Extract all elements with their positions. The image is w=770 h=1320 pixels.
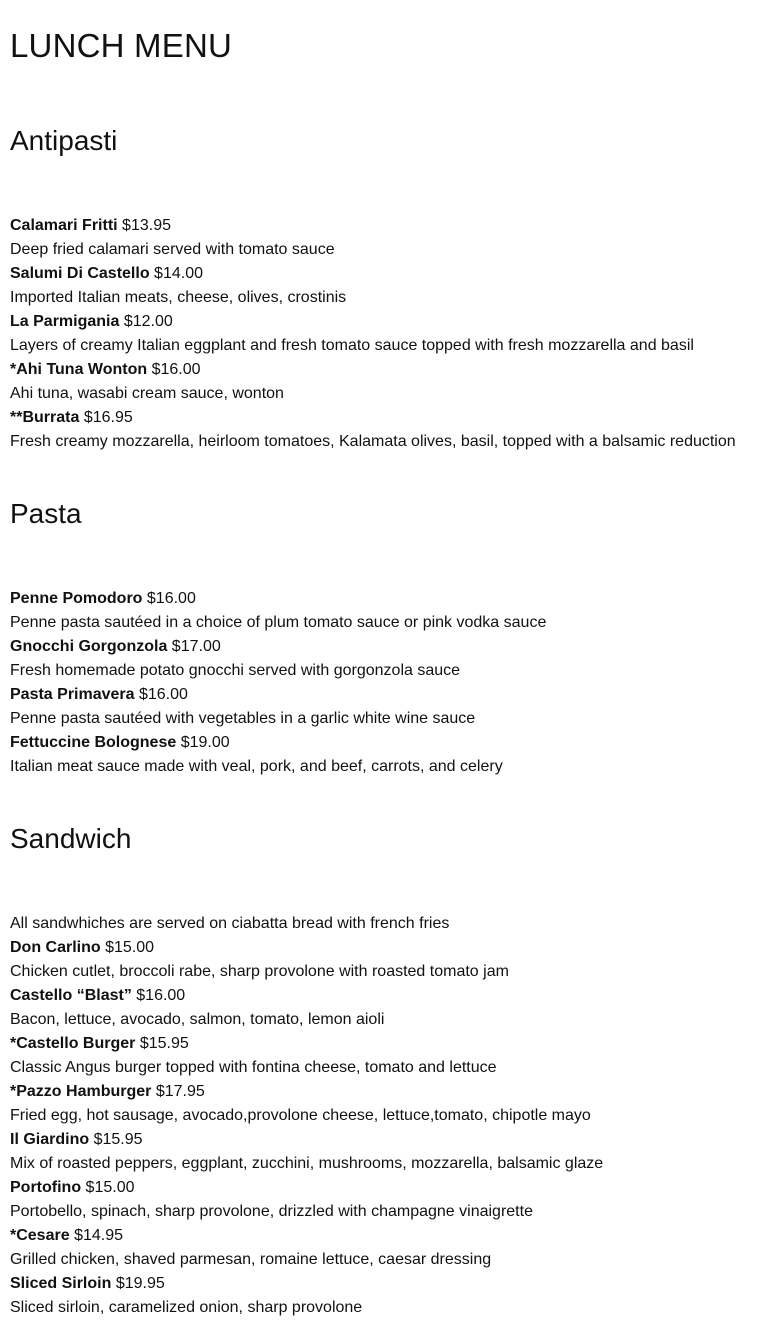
item-description: Sliced sirloin, caramelized onion, sharp provolone — [10, 1299, 363, 1316]
item-name: Il Giardino — [10, 1131, 90, 1148]
item-name: Don Carlino — [10, 939, 101, 956]
item-name: Portofino — [10, 1179, 82, 1196]
item-description: Ahi tuna, wasabi cream sauce, wonton — [10, 385, 284, 402]
item-price: $19.95 — [115, 1275, 165, 1292]
item-name: Gnocchi Gorgonzola — [10, 638, 168, 655]
item-price: $17.00 — [171, 638, 221, 655]
item-description: Classic Angus burger topped with fontina cheese, tomato and lettuce — [10, 1059, 497, 1076]
menu-item — [10, 1224, 770, 1272]
menu-item — [10, 635, 770, 683]
item-name: Pasta Primavera — [10, 686, 135, 703]
item-price: $15.00 — [105, 939, 155, 956]
item-name: *Ahi Tuna Wonton — [10, 361, 148, 378]
item-price: $12.00 — [123, 313, 173, 330]
menu-item-list — [10, 214, 770, 454]
item-price: $14.00 — [154, 265, 203, 282]
menu-item — [10, 731, 770, 779]
item-description: Fried egg, hot sausage, avocado,provolone cheese, lettuce,tomato, chipotle mayo — [10, 1107, 591, 1124]
item-name: *Cesare — [10, 1227, 70, 1244]
item-price: $14.95 — [74, 1227, 123, 1244]
item-price: $19.00 — [180, 734, 230, 751]
menu-item-list — [10, 587, 770, 779]
item-name: *Pazzo Hamburger — [10, 1083, 152, 1100]
menu-item — [10, 310, 770, 358]
menu-item-list — [10, 912, 770, 1320]
menu-item — [10, 1176, 770, 1224]
menu-item — [10, 262, 770, 310]
item-price: $16.00 — [138, 686, 188, 703]
item-description: Fresh homemade potato gnocchi served with gorgonzola sauce — [10, 662, 461, 679]
menu-item — [10, 683, 770, 731]
item-name: *Castello Burger — [10, 1035, 136, 1052]
section-sandwich — [10, 822, 770, 1320]
item-price: $17.95 — [155, 1083, 205, 1100]
section-heading: Sandwich — [10, 823, 132, 854]
item-description: Fresh creamy mozzarella, heirloom tomatoes, Kalamata olives, basil, topped with a balsamic reduction — [10, 433, 736, 450]
item-name: **Burrata — [10, 409, 80, 426]
item-description: Deep fried calamari served with tomato sauce — [10, 241, 335, 258]
item-price: $16.95 — [83, 409, 133, 426]
item-description: Mix of roasted peppers, eggplant, zucchini, mushrooms, mozzarella, balsamic glaze — [10, 1155, 604, 1172]
item-description: Portobello, spinach, sharp provolone, drizzled with champagne vinaigrette — [10, 1203, 533, 1220]
menu-item — [10, 587, 770, 635]
item-description: Chicken cutlet, broccoli rabe, sharp provolone with roasted tomato jam — [10, 963, 509, 980]
item-description: Italian meat sauce made with veal, pork, and beef, carrots, and celery — [10, 758, 503, 775]
page-title: LUNCH MENU — [10, 27, 233, 64]
item-name: Penne Pomodoro — [10, 590, 143, 607]
menu-item — [10, 1032, 770, 1080]
section-heading: Antipasti — [10, 125, 118, 156]
item-name: La Parmigania — [10, 313, 120, 330]
section-antipasti — [10, 124, 770, 454]
menu-item — [10, 406, 770, 454]
menu-item — [10, 214, 770, 262]
item-price: $16.00 — [146, 590, 196, 607]
menu-item — [10, 1080, 770, 1128]
item-price: $13.95 — [122, 217, 171, 234]
menu-item — [10, 936, 770, 984]
item-description: Penne pasta sautéed with vegetables in a garlic white wine sauce — [10, 710, 476, 727]
item-name: Calamari Fritti — [10, 217, 118, 234]
item-price: $15.95 — [139, 1035, 189, 1052]
menu-item — [10, 1272, 770, 1320]
section-pasta — [10, 497, 770, 779]
item-price: $16.00 — [136, 987, 186, 1004]
item-name: Sliced Sirloin — [10, 1275, 112, 1292]
item-name: Fettuccine Bolognese — [10, 734, 177, 751]
menu-item — [10, 984, 770, 1032]
item-description: Penne pasta sautéed in a choice of plum tomato sauce or pink vodka sauce — [10, 614, 547, 631]
section-heading: Pasta — [10, 498, 82, 529]
item-description: Imported Italian meats, cheese, olives, crostinis — [10, 289, 347, 306]
menu-item — [10, 1128, 770, 1176]
menu-item — [10, 358, 770, 406]
section-note: All sandwhiches are served on ciabatta bread with french fries — [10, 915, 450, 932]
item-description: Grilled chicken, shaved parmesan, romaine lettuce, caesar dressing — [10, 1251, 492, 1268]
item-name: Castello “Blast” — [10, 987, 132, 1004]
item-description: Layers of creamy Italian eggplant and fresh tomato sauce topped with fresh mozzarella and basil — [10, 337, 694, 354]
item-price: $15.95 — [93, 1131, 143, 1148]
item-description: Bacon, lettuce, avocado, salmon, tomato, lemon aioli — [10, 1011, 385, 1028]
item-name: Salumi Di Castello — [10, 265, 150, 282]
item-price: $16.00 — [151, 361, 201, 378]
item-price: $15.00 — [85, 1179, 135, 1196]
